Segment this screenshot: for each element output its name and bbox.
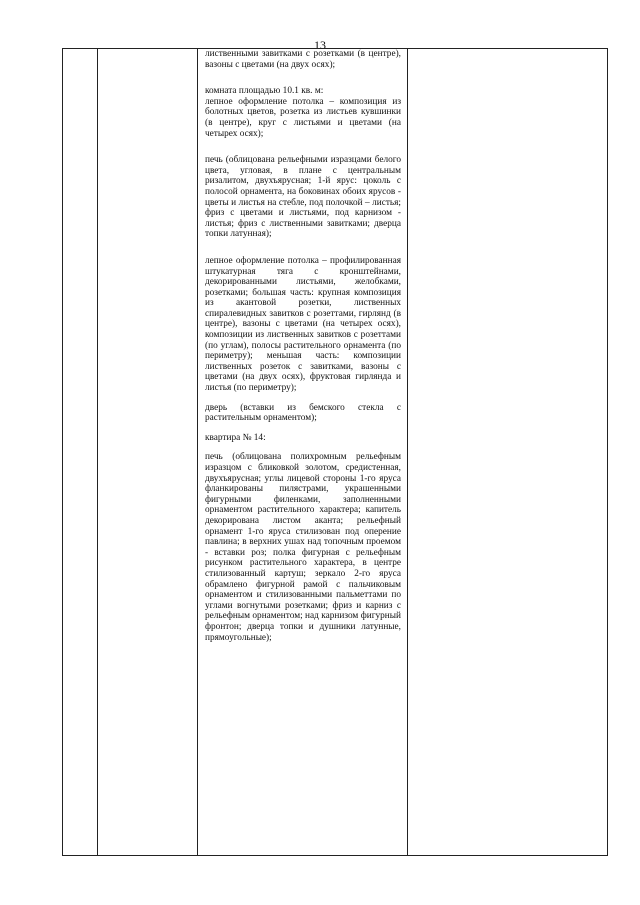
paragraph: лепное оформление потолка – профилированная штукатурная тяга с кронштейнами, декорированными листьями, желобками, розетками; большая часть: крупная композиция из акантовой розетки, лиственных спиралевидных завитков с розеттами, гирлянд (в центре), вазоны с цветами (на четырех осях), композиции из лиственных завитков с розеттами (по углам), полосы растительного орнамента (по периметру); меньшая часть: композиции лиственных розеток с завитками, вазоны с цветами (на двух осях), фруктовая гирлянда и листья (по периметру);: [205, 255, 401, 394]
paragraph: дверь (вставки из бемского стекла с растительным орнаментом);: [205, 402, 401, 424]
paragraph: лепное оформление потолка – композиция из болотных цветов, розетка из листьев кувшинки (в центре), круг с листьями и цветами (на четырех осях);: [205, 96, 401, 139]
paragraph: комната площадью 10.1 кв. м:: [205, 86, 324, 97]
description-cell: [205, 49, 401, 643]
column-divider: [407, 49, 408, 855]
column-divider: [97, 49, 98, 855]
document-table: [62, 48, 608, 856]
paragraph: лиственными завитками с розетками (в центре), вазоны с цветами (на двух осях);: [205, 49, 401, 70]
page-number: 13: [314, 38, 326, 52]
paragraph: печь (облицована полихромным рельефным изразцом с бликовкой золотом, средистенная, двухъярусная; углы лицевой стороны 1-го яруса фланкированы пилястрами, украшенными фигурными филенками, заполненными орнаментом растительного характера; капитель декорирована листом аканта; рельефный орнамент 1-го яруса стилизован под оперение павлина; в верхних ушах над топочным проемом - вставки роз; полка фигурная с рельефным рисунком растительного характера, в центре стилизованный картуш; зеркало 2-го яруса обрамлено фигурной рамой с пальчиковым орнаментом и стилизованными пальметтами по углами вогнутыми розетками; фриз и карниз с рельефным орнаментом; над карнизом фигурный фронтон; дверца топки и душники латунные, прямоугольные);: [205, 452, 401, 643]
paragraph: печь (облицована рельефными изразцами белого цвета, угловая, в плане с центральным ризалитом, двухъярусная; 1-й ярус: цоколь с полосой орнамента, на боковинах обоих ярусов - цветы и листья на стебле, под полочкой – листья; фриз с цветами и листьями, под карнизом - листья; фриз с лиственными завитками; дверца топки латунная);: [205, 155, 401, 240]
apartment-heading: квартира № 14:: [205, 432, 266, 443]
column-divider: [197, 49, 198, 855]
